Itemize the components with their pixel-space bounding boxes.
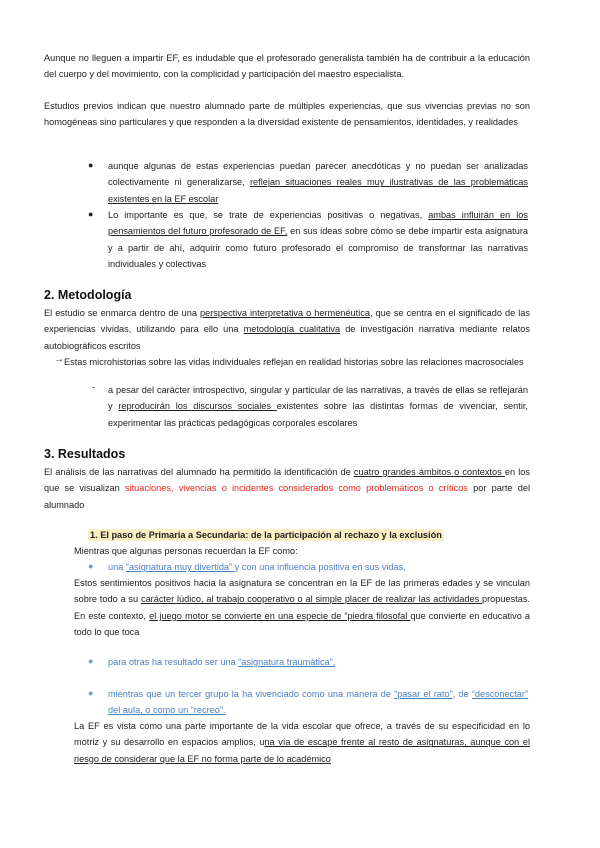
mientras-line — [74, 543, 530, 559]
b2-link[interactable]: “asignatura traumática”, — [238, 657, 336, 667]
resultados-bullet-2 — [108, 654, 528, 670]
b1-link[interactable]: “asignatura muy divertida” — [125, 562, 235, 572]
p2-underlined-2: el juego motor se convierte en una especie de “piedra filosofal — [149, 610, 411, 621]
metodologia-text: de investigación narrativa mediante relatos autobiográficos escritos — [44, 324, 530, 351]
bullet1-underlined: reflejan situaciones reales muy ilustrativas de las problemáticas existentes en la EF escolar — [108, 177, 528, 204]
mientras-text: Mientras que algunas personas recuerdan la EF como: — [74, 546, 298, 556]
b1-text-end: y con una influencia positiva en sus vidas, — [234, 562, 406, 572]
resultados-bullet-1 — [108, 559, 528, 575]
intro-bullet-2 — [108, 207, 528, 273]
section-heading-metodologia: 2. Metodología — [44, 288, 132, 302]
metodologia-text: , que se centra en el significado de las experiencias vividas, utilizando para ello una — [44, 308, 530, 335]
metodologia-sub-item — [108, 382, 528, 431]
sub-text: a pesar del carácter introspectivo, singular y particular de las narrativas, a través de ellas se reflejarán y — [108, 385, 528, 412]
bullet-icon: ● — [88, 160, 94, 170]
p2-text-end: que convierte en educativo a todo lo que toca — [74, 610, 530, 638]
p2-text: propuestas. En este contexto, — [74, 594, 531, 621]
metodologia-paragraph — [44, 305, 530, 354]
resultados-underlined: cuatro grandes ámbitos o contextos — [353, 467, 505, 477]
intro-p1-text: Aunque no lleguen a impartir EF, es indudable que el profesorado generalista también ha de contribuir a la educación del cuerpo y del movimiento, con la complicidad y participación del maestro especialista. — [44, 53, 530, 80]
metodologia-text: El estudio se enmarca dentro de una — [44, 308, 200, 318]
p2-underlined-1: carácter lúdico, al trabajo cooperativo o al simple placer de realizar las actividades — [140, 594, 482, 605]
b3-text-mid: , de — [452, 689, 472, 699]
p3-underlined: na vía de escape frente al resto de asignaturas, aunque con el riesgo de considerar que la EF no forma parte de lo académico — [74, 737, 530, 764]
resultados-paragraph-3 — [74, 718, 530, 767]
metodologia-arrow-text: Estas microhistorias sobre las vidas individuales reflejan en realidad historias sobre las relaciones macrosociales — [64, 357, 524, 367]
p3-text: La EF es vista como una parte importante de la vida escolar que ofrece, a través de su especificidad en lo motriz y su desarrollo en espacios amplios, u — [74, 721, 530, 748]
dash-marker: - — [92, 382, 96, 392]
intro-paragraph-2 — [44, 98, 530, 131]
arrow-icon: → — [54, 354, 64, 365]
metodologia-underlined-1: perspectiva interpretativa o hermenéutica — [200, 308, 370, 318]
numbered-item-1 — [88, 528, 444, 542]
resultados-paragraph — [44, 464, 530, 513]
sub-text-end: existentes sobre las distintas formas de vivenciar, sentir, experimentar las prácticas pedagógicas corporales escolares — [108, 401, 528, 428]
numbered-item-highlight: 1. El paso de Primaria a Secundaria: de la participación al rechazo y la exclusión — [90, 530, 442, 540]
metodologia-underlined-2: metodología cualitativa — [243, 324, 341, 335]
metodologia-arrow-paragraph — [44, 354, 530, 370]
bullet1-text: aunque algunas de estas experiencias puedan parecer anecdóticas y no puedan ser analizadas colectivamente ni generalizarse, — [108, 161, 528, 188]
resultados-text: El análisis de las narrativas del alumnado ha permitido la identificación de — [44, 467, 354, 477]
bullet-icon: ● — [88, 656, 94, 666]
resultados-bullet-3 — [108, 686, 528, 719]
bullet2-underlined: ambas influirán en los pensamientos del futuro profesorado de EF, — [108, 210, 528, 237]
resultados-paragraph-2 — [74, 575, 530, 641]
resultados-text: en los que se visualizan — [44, 467, 530, 494]
bullet-icon: ● — [88, 209, 94, 219]
b2-text: para otras ha resultado ser una — [108, 657, 239, 667]
resultados-red-text: situaciones, vivencias o incidentes considerados como problemáticos o críticos — [124, 483, 468, 494]
b3-link-2[interactable]: “desconectar” del aula, o como un “recreo”. — [108, 689, 528, 716]
bullet-icon: ● — [88, 688, 94, 698]
p2-text: Estos sentimientos positivos hacia la asignatura se concentran en la EF de las primeras edades y se vinculan sobre todo a su — [74, 578, 530, 605]
bullet2-text-end: en sus ideas sobre cómo se debe impartir esta asignatura y a partir de ahí, adquirir como futuro profesorado el compromiso de transformar las narrativas individuales y colectivas — [108, 226, 528, 270]
b3-link-1[interactable]: “pasar el rato” — [394, 689, 453, 699]
bullet2-text: Lo importante es que, se trate de experiencias positivas o negativas, — [108, 210, 429, 220]
b3-text: mientras que un tercer grupo la ha vivenciado como una manera de — [108, 689, 395, 699]
intro-bullet-1 — [108, 158, 528, 207]
sub-underlined: reproducirán los discursos sociales — [118, 401, 277, 412]
resultados-text-end: por parte del alumnado — [44, 483, 530, 510]
intro-paragraph-1 — [44, 50, 530, 83]
b1-text: una — [108, 562, 126, 572]
section-heading-resultados: 3. Resultados — [44, 447, 126, 461]
intro-p2-text: Estudios previos indican que nuestro alumnado parte de múltiples experiencias, que sus vivencias previas no son homogéneas sino particulares y que responden a la diversidad existente de pensamientos, identidades, y realidades — [44, 101, 530, 128]
bullet-icon: ● — [88, 561, 94, 571]
